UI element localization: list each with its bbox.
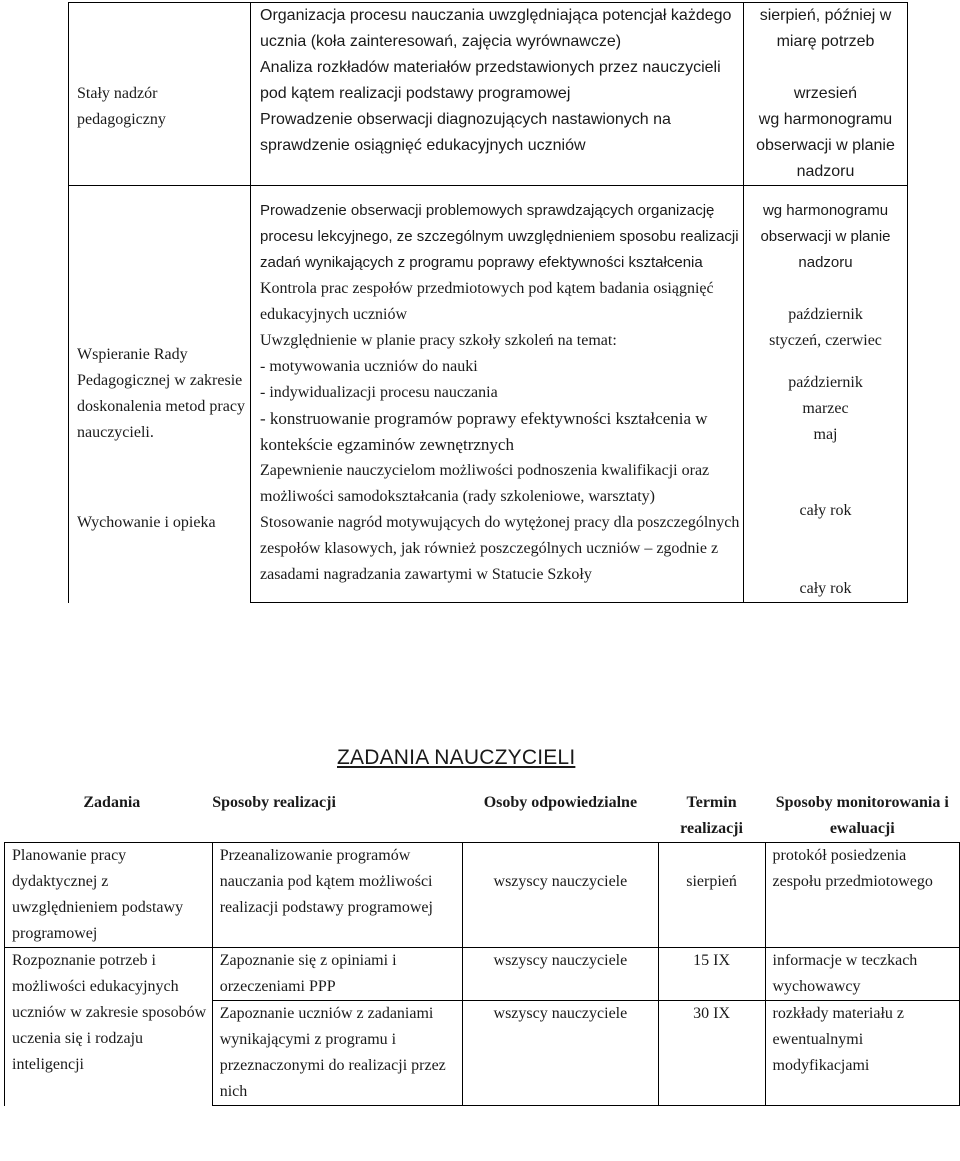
task-cell: Rozpoznanie potrzeb i możliwości edukacyjnych uczniów w zakresie sposobów uczenia się i rodzaju inteligencji xyxy=(5,948,213,1106)
term-text: sierpień, później w miarę potrzeb xyxy=(759,7,892,50)
task-text: Zapewnienie nauczycielom możliwości podnoszenia kwalifikacji oraz możliwości samodokształcania (rady szkoleniowe, warsztaty) xyxy=(260,462,710,505)
header-tasks: Zadania xyxy=(5,790,213,843)
term-text: wrzesień xyxy=(793,85,858,102)
task-text: Uwzględnienie w planie pracy szkoły szkoleń na temat: xyxy=(260,332,617,349)
monitor-cell: informacje w teczkach wychowawcy xyxy=(765,948,960,1001)
monitor-cell: rozkłady materiału z ewentualnymi modyfikacjami xyxy=(765,1001,960,1106)
term-text: wg harmonogramu obserwacji w planie nadzoru xyxy=(760,202,891,271)
when-cell: sierpień xyxy=(658,843,765,948)
term-text: maj xyxy=(813,426,838,443)
task-text: Kontrola prac zespołów przedmiotowych pod kątem badania osiągnięć edukacyjnych uczniów xyxy=(260,280,714,323)
method-cell: Przeanalizowanie programów nauczania pod kątem możliwości realizacji podstawy programowej xyxy=(212,843,462,948)
supervision-plan-table xyxy=(68,2,908,603)
teacher-tasks-table xyxy=(4,790,960,1106)
when-cell: 15 IX xyxy=(658,948,765,1001)
who-cell: wszyscy nauczyciele xyxy=(463,843,658,948)
term-text: październik xyxy=(788,374,863,391)
task-text: Organizacja procesu nauczania uwzględniająca potencjał każdego ucznia (koła zainteresowań, zajęcia wyrównawcze) xyxy=(260,7,732,50)
task-text: Prowadzenie obserwacji problemowych sprawdzających organizację procesu lekcyjnego, ze szczególnym uwzględnieniem sposobu realizacji zadań wynikających z programu poprawy efektywności kształcenia xyxy=(260,202,739,271)
task-text: Analiza rozkładów materiałów przedstawionych przez nauczycieli pod kątem realizacji podstawy programowej xyxy=(260,59,721,102)
term-text: cały rok xyxy=(799,502,852,519)
term-text: wg harmonogramu obserwacji w planie nadzoru xyxy=(756,111,895,180)
section-heading: ZADANIA NAUCZYCIELI xyxy=(337,746,576,769)
header-responsible: Osoby odpowiedzialne xyxy=(463,790,658,843)
who-cell: wszyscy nauczyciele xyxy=(463,948,658,1001)
task-text: Prowadzenie obserwacji diagnozujących nastawionych na sprawdzenie osiągnięć edukacyjnych uczniów xyxy=(260,111,671,154)
term-text: cały rok xyxy=(799,580,852,597)
header-methods: Sposoby realizacji xyxy=(212,790,462,843)
table-row xyxy=(69,3,908,186)
header-term: Termin realizacji xyxy=(658,790,765,843)
header-monitoring: Sposoby monitorowania i ewaluacji xyxy=(765,790,960,843)
term-text: październik styczeń, czerwiec xyxy=(769,306,882,349)
task-text: - konstruowanie programów poprawy efektywności kształcenia w kontekście egzaminów zewnętrznych xyxy=(260,409,708,454)
monitor-cell: protokół posiedzenia zespołu przedmiotowego xyxy=(765,843,960,948)
table-row xyxy=(5,948,960,1001)
table-row xyxy=(5,843,960,948)
task-cell: Planowanie pracy dydaktycznej z uwzględnieniem podstawy programowej xyxy=(5,843,213,948)
table-row xyxy=(69,186,908,603)
task-text: - motywowania uczniów do nauki xyxy=(260,358,478,375)
who-cell: wszyscy nauczyciele xyxy=(463,1001,658,1106)
method-cell: Zapoznanie uczniów z zadaniami wynikającymi z programu i przeznaczonymi do realizacji przez nich xyxy=(212,1001,462,1106)
method-cell: Zapoznanie się z opiniami i orzeczeniami PPP xyxy=(212,948,462,1001)
task-text: Stosowanie nagród motywujących do wytężonej pracy dla poszczególnych zespołów klasowych, jak również poszczególnych uczniów – zgodnie z zasadami nagradzania zawartymi w Statucie Szkoły xyxy=(260,514,740,583)
area-label: Wspieranie Rady Pedagogicznej w zakresie doskonalenia metod pracy nauczycieli. xyxy=(77,346,245,441)
term-text: marzec xyxy=(802,400,849,417)
area-label: Stały nadzór pedagogiczny xyxy=(77,85,166,128)
when-cell: 30 IX xyxy=(658,1001,765,1106)
table-header-row xyxy=(5,790,960,843)
area-label: Wychowanie i opieka xyxy=(77,514,216,531)
task-text: - indywidualizacji procesu nauczania xyxy=(260,384,498,401)
